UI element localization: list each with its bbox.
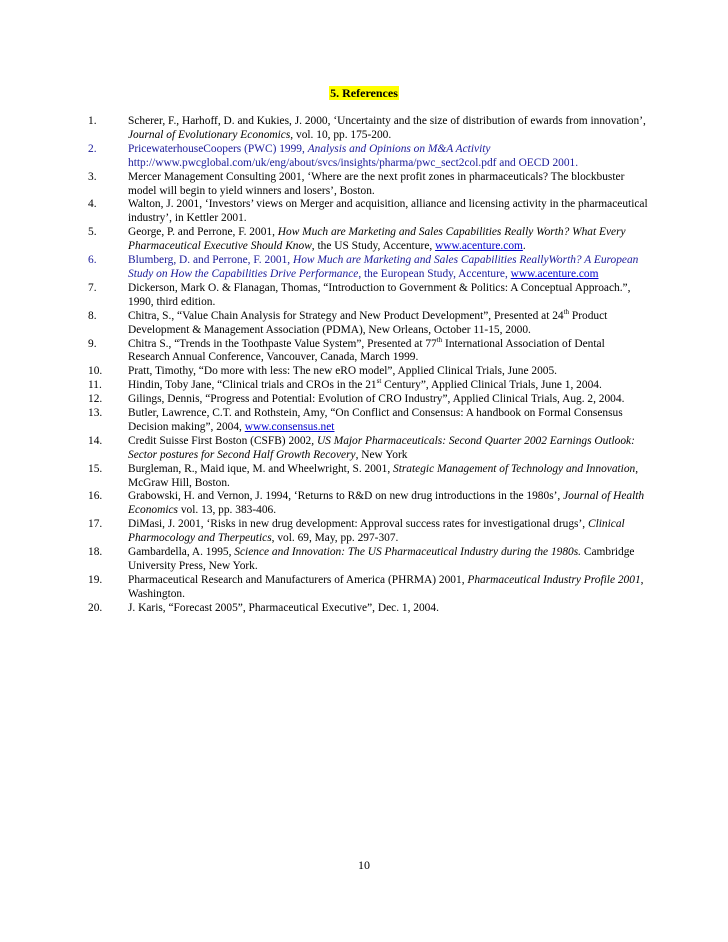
reference-text-run: , the European Study, Accenture,: [358, 267, 511, 280]
reference-text-run: Chitra S., “Trends in the Toothpaste Value System”, Presented at 77: [128, 337, 437, 350]
reference-number: 15.: [88, 462, 103, 475]
references-heading: [0, 84, 728, 102]
reference-number: 20.: [88, 601, 103, 614]
reference-text: [128, 518, 648, 546]
reference-text: [128, 115, 648, 143]
reference-title: Analysis and Opinions on M&A Activity: [307, 142, 491, 155]
reference-text: [128, 407, 648, 435]
reference-text-run: Mercer Management Consulting 2001, ‘Where are the next profit zones in pharmaceuticals? The blockbuster model will begin to yield winners and losers’, Boston.: [128, 170, 625, 197]
reference-item: [88, 407, 648, 435]
reference-number: 5.: [88, 226, 97, 239]
reference-number: 8.: [88, 309, 97, 322]
reference-text: [128, 226, 648, 254]
reference-item: [88, 602, 648, 616]
reference-text-run: Blumberg, D. and Perrone, F. 2001,: [128, 254, 293, 267]
reference-text-run: .: [522, 240, 526, 253]
reference-text-run: , vol. 10, pp. 175-200.: [290, 128, 392, 141]
reference-item: [88, 282, 648, 310]
reference-number: 18.: [88, 546, 103, 559]
reference-item: [88, 254, 648, 282]
reference-text: [128, 393, 648, 407]
reference-text: [128, 198, 648, 226]
reference-number: 11.: [88, 379, 102, 392]
reference-text-run: Product Development & Management Association (PDMA), New Orleans, October 11-15, 2000.: [128, 309, 608, 336]
reference-text-run: Dickerson, Mark O. & Flanagan, Thomas, “Introduction to Government & Politics: A Conceptual Approach.”, 1990, third edition.: [128, 281, 631, 308]
reference-title: Strategic Management of Technology and Innovation: [393, 462, 636, 475]
reference-text-run: Century”, Applied Clinical Trials, June 1, 2004.: [381, 379, 602, 392]
reference-title: US Major Pharmaceuticals: Second Quarter 2002 Earnings Outlook: Sector postures for Second Half Growth Recovery: [128, 434, 635, 461]
reference-text-run: , the US Study, Accenture,: [311, 240, 436, 253]
reference-item: [88, 307, 648, 338]
reference-text-run: Cambridge University Press, New York.: [128, 546, 635, 572]
reference-title: Journal of Health Economics: [128, 490, 645, 517]
reference-number: 3.: [88, 170, 97, 183]
reference-number: 4.: [88, 198, 97, 211]
reference-text-run: Gilings, Dennis, “Progress and Potential: Evolution of CRO Industry”, Applied Clinical Trials, Aug. 2, 2004.: [128, 393, 625, 406]
reference-item: [88, 435, 648, 463]
reference-text-run: , New York: [355, 448, 408, 461]
reference-text-run: International Association of Dental Research Annual Conference, Vancouver, Canada, March 1999.: [128, 337, 605, 364]
reference-item: [88, 335, 648, 366]
reference-item: [88, 115, 648, 143]
reference-text-run: Pratt, Timothy, “Do more with less: The new eRO model”, Applied Clinical Trials, June 2005.: [128, 365, 558, 378]
reference-text: [128, 282, 648, 310]
reference-number: 17.: [88, 518, 103, 531]
reference-item: [88, 198, 648, 226]
reference-text-run: PricewaterhouseCoopers (PWC) 1999,: [128, 142, 308, 155]
reference-number: 13.: [88, 407, 103, 420]
reference-list: [88, 115, 648, 616]
reference-item: [88, 171, 648, 199]
reference-item: [88, 546, 648, 574]
reference-title: Clinical Pharmocology and Therpeutics: [128, 518, 625, 545]
reference-text: [128, 307, 648, 338]
reference-text: [128, 574, 648, 602]
reference-text-run: George, P. and Perrone, F. 2001,: [128, 226, 278, 239]
reference-item: [88, 463, 648, 491]
reference-text: [128, 546, 648, 574]
reference-text: [128, 379, 648, 393]
reference-text-run: Gambardella, A. 1995,: [128, 546, 235, 559]
reference-link[interactable]: www.acenture.com: [435, 240, 523, 253]
reference-number: 6.: [88, 254, 97, 267]
reference-text-run: Butler, Lawrence, C.T. and Rothstein, Amy, “On Conflict and Consensus: A handbook on Formal Consensus Decision making”, 2004,: [128, 407, 623, 433]
reference-text-run: Hindin, Toby Jane, “Clinical trials and CROs in the 21: [128, 379, 377, 392]
references-heading-text: 5. References: [330, 86, 398, 100]
reference-text-run: Burgleman, R., Maid ique, M. and Wheelwright, S. 2001,: [128, 462, 394, 475]
reference-number: 10.: [88, 365, 103, 378]
ordinal-superscript: st: [376, 377, 382, 386]
reference-text: [128, 435, 648, 463]
reference-number: 1.: [88, 115, 97, 127]
reference-text-run: , McGraw Hill, Boston.: [128, 462, 639, 489]
reference-text-run: vol. 13, pp. 383-406.: [177, 504, 277, 517]
reference-item: [88, 143, 648, 171]
reference-number: 19.: [88, 573, 103, 586]
reference-text-run: Walton, J. 2001, ‘Investors’ views on Merger and acquisition, alliance and licensing activity in the pharmaceutical industry’, in Kettler 2001.: [128, 198, 648, 225]
reference-text: [128, 365, 648, 379]
reference-text: [128, 171, 648, 199]
reference-title: How Much are Marketing and Sales Capabilities Really Worth? What Every Pharmaceutical Executive Should Know: [128, 226, 626, 253]
reference-text-run: Chitra, S., “Value Chain Analysis for Strategy and New Product Development”, Presented at 24: [128, 309, 564, 322]
ordinal-superscript: th: [563, 307, 570, 316]
reference-number: 12.: [88, 393, 103, 406]
reference-number: 14.: [88, 434, 103, 447]
page-number: 10: [358, 858, 370, 872]
ordinal-superscript: th: [436, 335, 443, 344]
reference-text-run: Grabowski, H. and Vernon, J. 1994, ‘Returns to R&D on new drug introductions in the 1980s’,: [128, 490, 564, 503]
reference-item: [88, 226, 648, 254]
reference-text: [128, 143, 648, 171]
reference-item: [88, 574, 648, 602]
reference-item: [88, 518, 648, 546]
reference-title: Pharmaceutical Industry Profile 2001: [467, 573, 641, 586]
reference-item: [88, 365, 648, 379]
reference-title: Science and Innovation: The US Pharmaceutical Industry during the 1980s.: [234, 546, 582, 559]
reference-item: [88, 393, 648, 407]
reference-number: 16.: [88, 490, 103, 503]
reference-link[interactable]: www.consensus.net: [244, 420, 335, 433]
reference-text-run: Credit Suisse First Boston (CSFB) 2002,: [128, 434, 317, 447]
reference-item: [88, 490, 648, 518]
reference-text: [128, 463, 648, 491]
reference-text-run: , vol. 69, May, pp. 297-307.: [271, 532, 399, 545]
reference-text-run: Scherer, F., Harhoff, D. and Kukies, J. 2000, ‘Uncertainty and the size of distribution of ewards from innovation’,: [128, 115, 646, 127]
reference-text: [128, 335, 648, 366]
reference-link[interactable]: www.acenture.com: [510, 267, 599, 280]
reference-text-run: Pharmaceutical Research and Manufacturers of America (PHRMA) 2001,: [128, 573, 468, 586]
reference-text-run: http://www.pwcglobal.com/uk/eng/about/svcs/insights/pharma/pwc_sect2col.pdf and OECD 2001.: [128, 156, 579, 169]
reference-text: [128, 254, 648, 282]
reference-number: 7.: [88, 281, 97, 294]
reference-item: [88, 379, 648, 393]
reference-number: 9.: [88, 337, 97, 350]
reference-title: Journal of Evolutionary Economics: [128, 128, 291, 141]
reference-text-run: DiMasi, J. 2001, ‘Risks in new drug development: Approval success rates for investigational drugs’,: [128, 518, 588, 531]
reference-title: How Much are Marketing and Sales Capabilities ReallyWorth? A European Study on How the Capabilities Drive Performance: [128, 254, 639, 280]
reference-text: [128, 602, 648, 616]
reference-number: 2.: [88, 142, 97, 155]
reference-text-run: J. Karis, “Forecast 2005”, Pharmaceutical Executive”, Dec. 1, 2004.: [128, 601, 439, 614]
reference-text: [128, 490, 648, 518]
reference-text-run: , Washington.: [128, 573, 644, 600]
